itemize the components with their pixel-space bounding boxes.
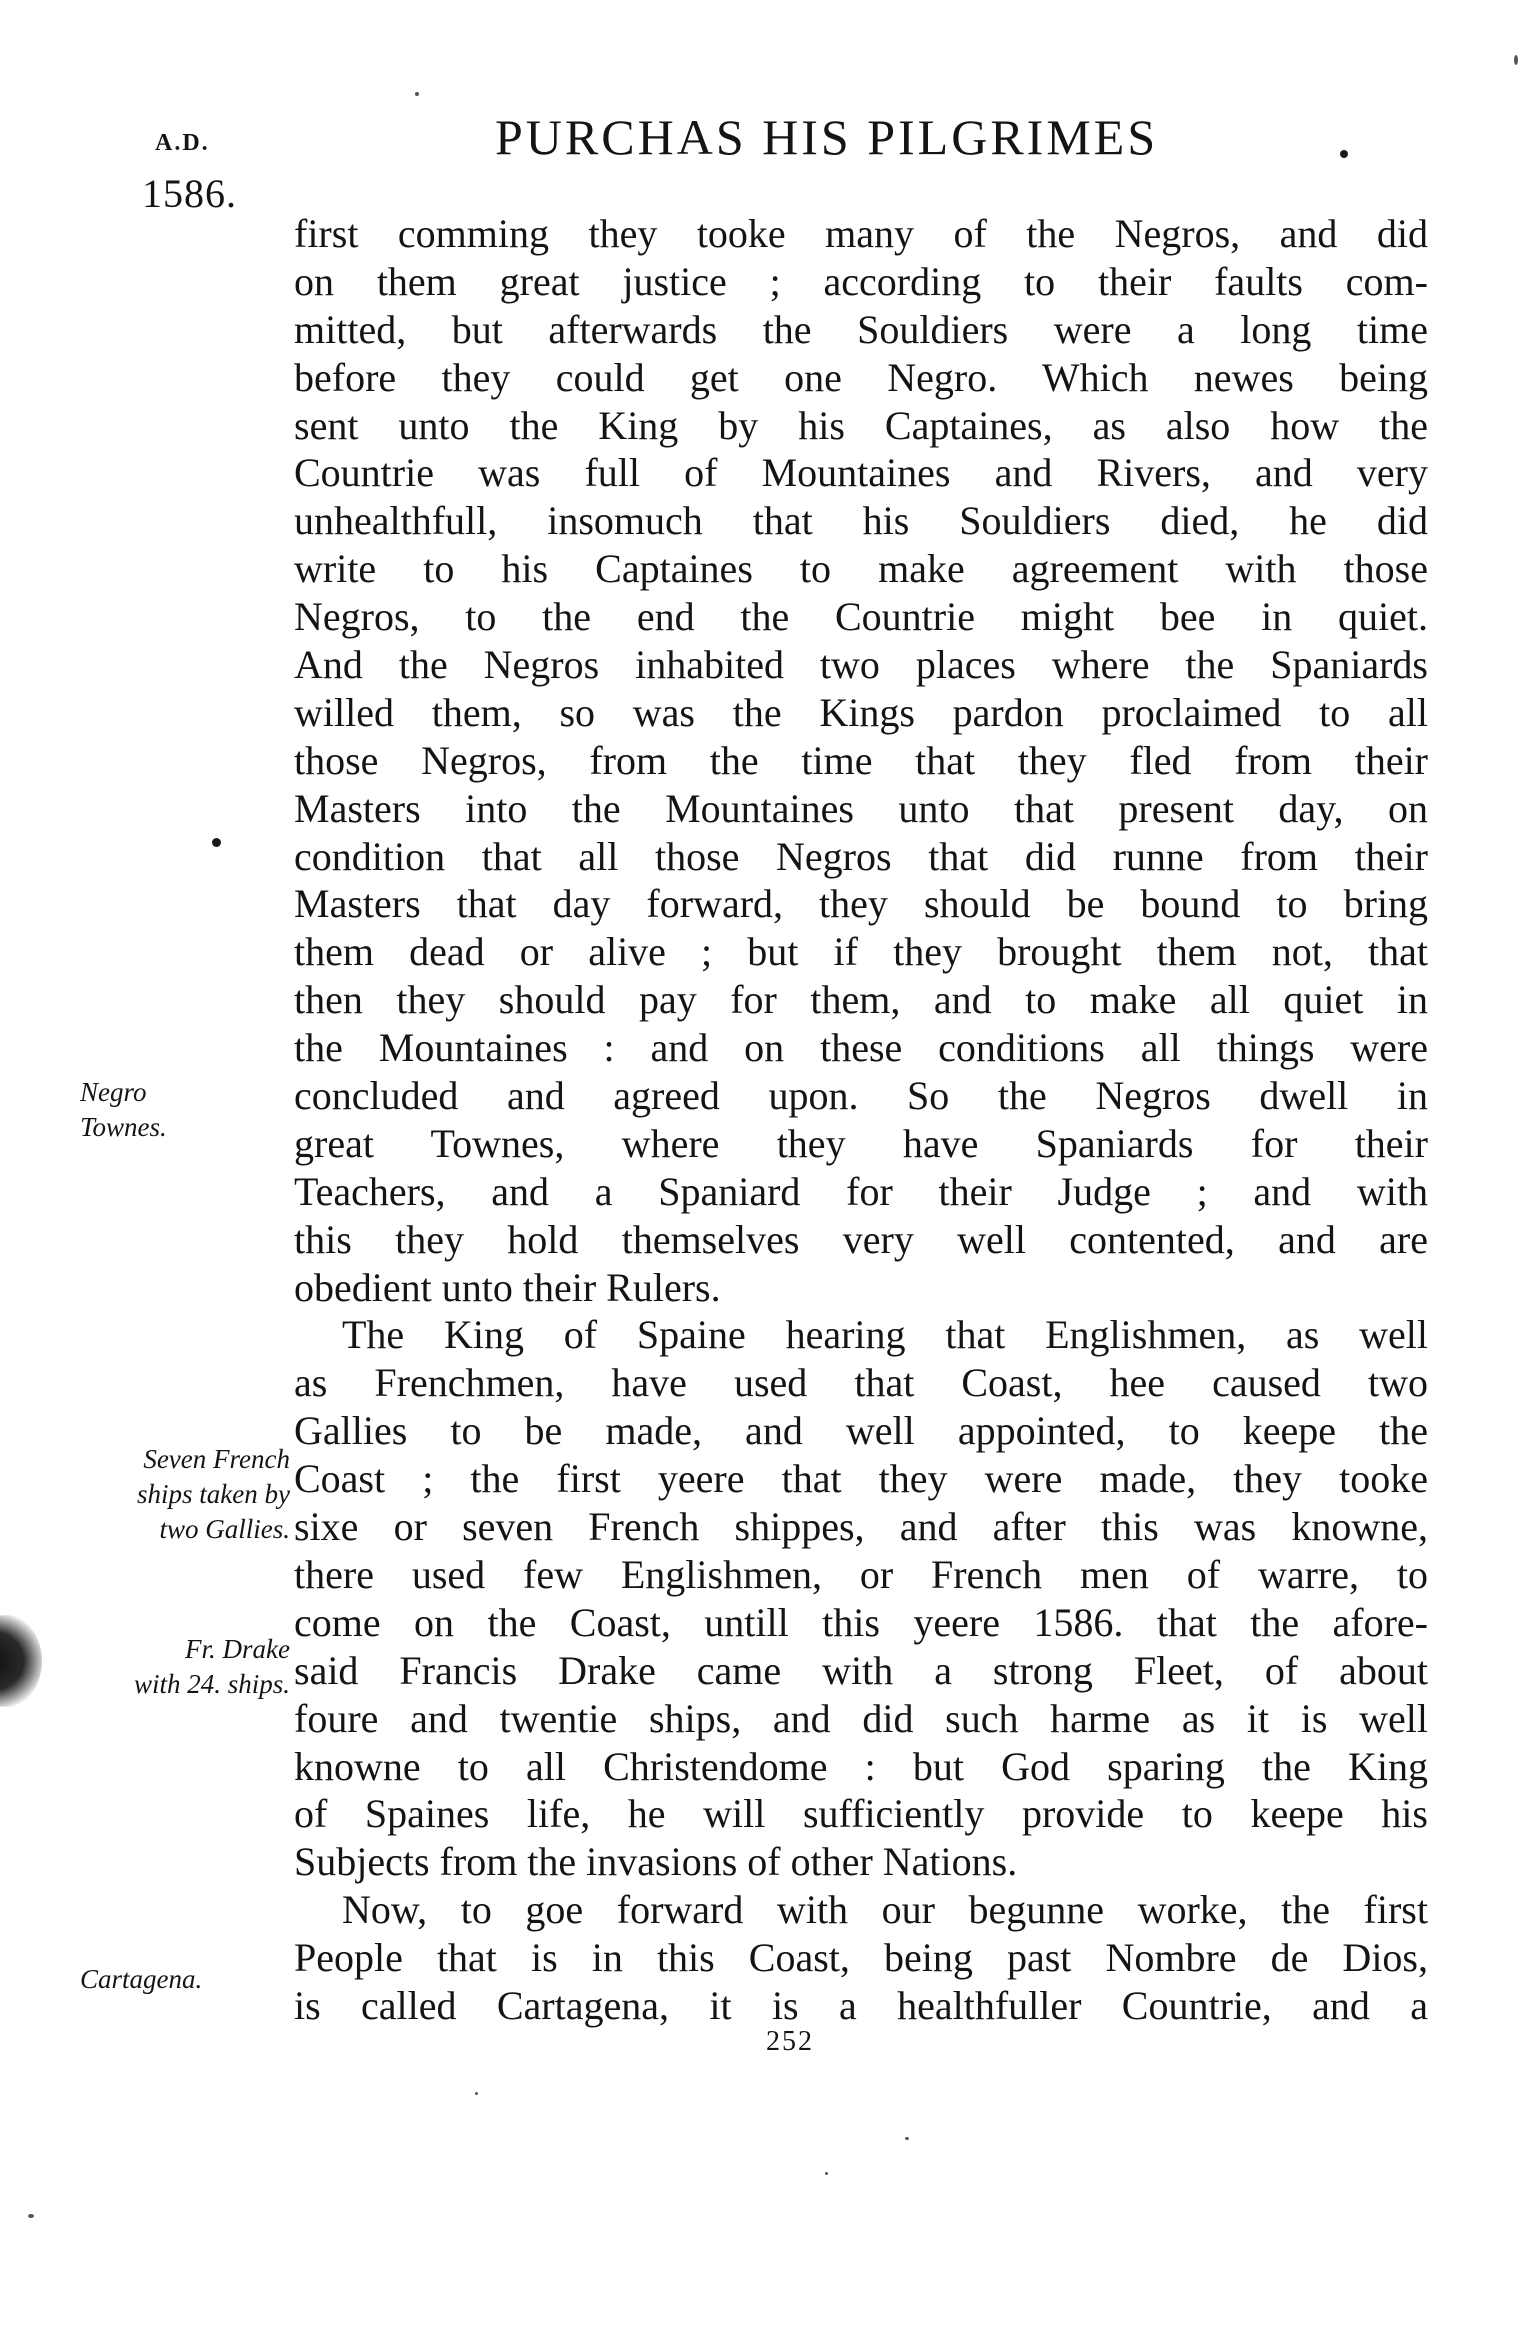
scan-speck [905,2137,909,2140]
text-line: sixe or seven French shippes, and after this was knowne, [294,1504,1428,1550]
text-line: obedient unto their Rulers. [294,1264,721,1310]
text-line: People that is in this Coast, being past Nombre de Dios, [294,1935,1428,1981]
scan-speck [28,2214,34,2218]
text-line: as Frenchmen, have used that Coast, hee caused two [294,1360,1428,1406]
text-line: great Townes, where they have Spaniards for their [294,1120,1428,1166]
text-line: concluded and agreed upon. So the Negros dwell in [294,1073,1428,1119]
header-date-label: A.D. [155,130,210,156]
text-line: on them great justice ; according to their faults com- [294,258,1428,304]
text-line: Masters that day forward, they should be bound to bring [294,881,1428,927]
text-line: Subjects from the invasions of other Nations. [294,1839,1018,1885]
margin-note-line: two Gallies. [159,1514,290,1544]
margin-note-negro-townes [80,1075,290,1145]
margin-note-line: Cartagena. [80,1964,203,1994]
text-line: the Mountaines : and on these conditions all things were [294,1025,1428,1071]
text-line: foure and twentie ships, and did such harme as it is well [294,1695,1428,1741]
header-year: 1586. [142,171,237,216]
text-line: first comming they tooke many of the Negros, and did [294,211,1428,256]
margin-note-line: Townes. [80,1112,167,1142]
marginal-dot [212,838,221,847]
margin-note-cartagena [80,1962,290,1997]
scan-thumb-shadow [0,1615,42,1707]
margin-note-line: ships taken by [137,1479,290,1509]
text-line: sent unto the King by his Captaines, as also how the [294,402,1428,448]
text-line: knowne to all Christendome : but God sparing the King [294,1743,1428,1789]
scan-speck [1514,55,1518,65]
text-line: unhealthfull, insomuch that his Souldiers died, he did [294,498,1428,544]
margin-note-seven-french [80,1442,290,1547]
text-line: this they hold themselves very well contented, and are [294,1216,1428,1262]
text-line: Now, to goe forward with our begunne worke, the first [342,1887,1428,1933]
text-line: is called Cartagena, it is a healthfuller Countrie, and a [294,1982,1428,2028]
text-line: those Negros, from the time that they fled from their [294,737,1428,783]
text-line: them dead or alive ; but if they brought them not, that [294,929,1428,975]
margin-note-line: with 24. ships. [133,1669,290,1699]
scan-speck [415,92,419,96]
text-line: said Francis Drake came with a strong Fleet, of about [294,1647,1428,1693]
text-line: come on the Coast, untill this yeere 1586. that the afore- [294,1599,1428,1645]
text-line: Masters into the Mountaines unto that present day, on [294,785,1428,831]
header-ornament-dot [1340,150,1348,158]
text-line: Countrie was full of Mountaines and Rivers, and very [294,450,1428,496]
text-line: Gallies to be made, and well appointed, to keepe the [294,1408,1428,1454]
text-line: The King of Spaine hearing that Englishmen, as well [342,1312,1428,1358]
text-line: Teachers, and a Spaniard for their Judge ; and with [294,1168,1428,1214]
text-line: And the Negros inhabited two places where the Spaniards [294,642,1428,688]
margin-note-line: Seven French [143,1444,290,1474]
margin-note-drake [80,1632,290,1702]
text-line: willed them, so was the Kings pardon proclaimed to all [294,689,1428,735]
text-line: Coast ; the first yeere that they were made, they tooke [294,1456,1428,1502]
text-line: write to his Captaines to make agreement with those [294,546,1428,592]
text-line: mitted, but afterwards the Souldiers were a long time [294,306,1428,352]
text-line: of Spaines life, he will sufficiently provide to keepe his [294,1791,1428,1837]
body-text [294,210,1428,2030]
running-title: PURCHAS HIS PILGRIMES [495,109,1159,165]
text-line: before they could get one Negro. Which newes being [294,354,1428,400]
scan-speck [825,2172,828,2175]
text-line: Negros, to the end the Countrie might bee in quiet. [294,594,1428,640]
text-line: then they should pay for them, and to make all quiet in [294,977,1428,1023]
scan-speck [475,2092,478,2095]
text-line: there used few Englishmen, or French men of warre, to [294,1551,1428,1597]
margin-note-line: Negro [80,1077,147,1107]
text-line: condition that all those Negros that did runne from their [294,833,1428,879]
margin-note-line: Fr. Drake [185,1634,290,1664]
page-number: 252 [766,2026,814,2057]
